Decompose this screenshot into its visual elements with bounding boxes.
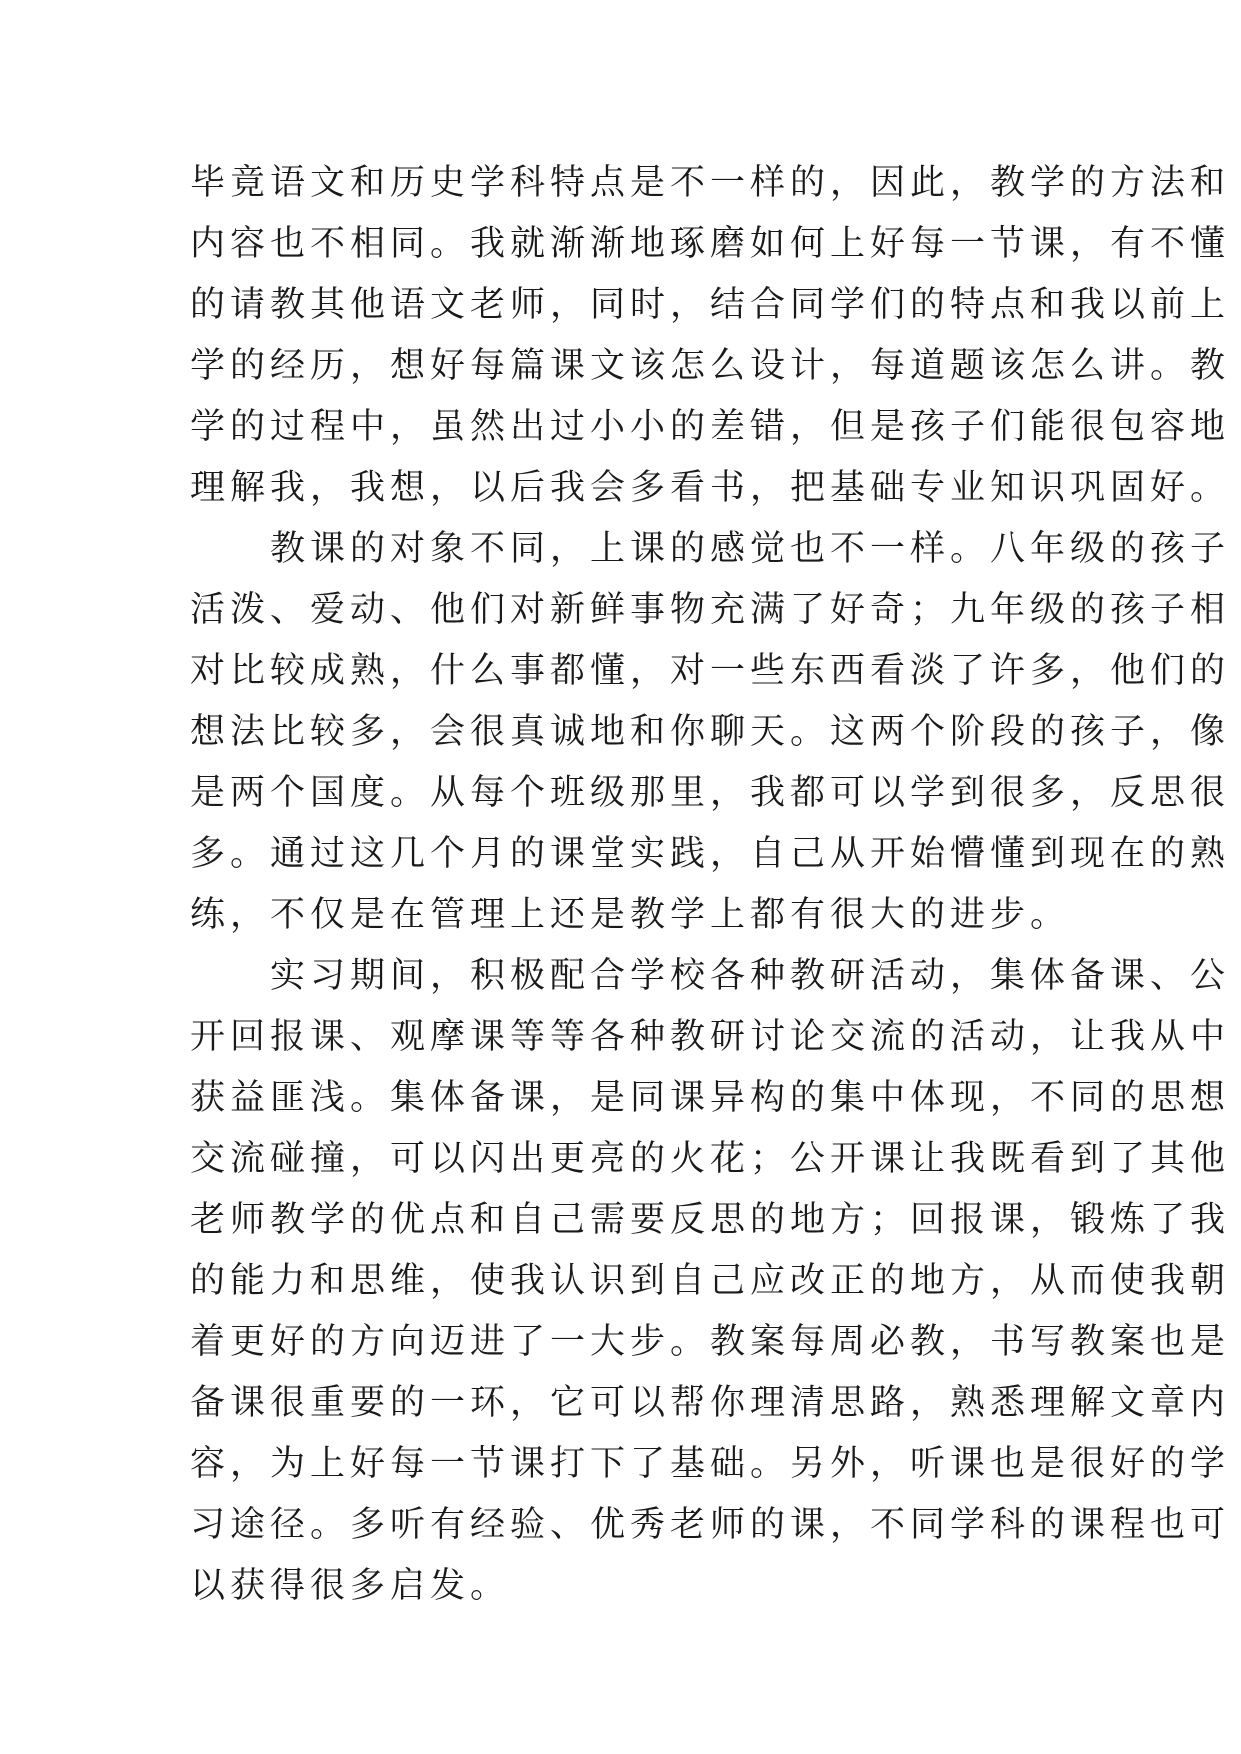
text-line: 习途径。多听有经验、优秀老师的课，不同学科的课程也可	[190, 1505, 1231, 1545]
body-text	[190, 153, 1231, 1617]
text-line: 对比较成熟，什么事都懂，对一些东西看淡了许多，他们的	[190, 651, 1231, 691]
text-line: 是两个国度。从每个班级那里，我都可以学到很多，反思很	[190, 773, 1231, 813]
text-line: 以获得很多启发。	[190, 1566, 511, 1606]
text-line: 毕竟语文和历史学科特点是不一样的，因此，教学的方法和	[190, 163, 1231, 203]
text-line: 练，不仅是在管理上还是教学上都有很大的进步。	[190, 895, 1071, 935]
text-line: 着更好的方向迈进了一大步。教案每周必教，书写教案也是	[190, 1322, 1231, 1362]
text-line: 备课很重要的一环，它可以帮你理清思路，熟悉理解文章内	[190, 1383, 1231, 1423]
text-line: 内容也不相同。我就渐渐地琢磨如何上好每一节课，有不懂	[190, 224, 1231, 264]
text-line: 的请教其他语文老师，同时，结合同学们的特点和我以前上	[190, 285, 1231, 325]
text-line: 想法比较多，会很真诚地和你聊天。这两个阶段的孩子，像	[190, 712, 1231, 752]
text-line: 开回报课、观摩课等等各种教研讨论交流的活动，让我从中	[190, 1017, 1231, 1057]
text-line: 活泼、爱动、他们对新鲜事物充满了好奇；九年级的孩子相	[190, 590, 1231, 630]
text-line: 多。通过这几个月的课堂实践，自己从开始懵懂到现在的熟	[190, 834, 1231, 874]
text-line: 的能力和思维，使我认识到自己应改正的地方，从而使我朝	[190, 1261, 1231, 1301]
text-line: 实习期间，积极配合学校各种教研活动，集体备课、公	[190, 956, 1231, 996]
text-line: 交流碰撞，可以闪出更亮的火花；公开课让我既看到了其他	[190, 1139, 1231, 1179]
text-line: 学的过程中，虽然出过小小的差错，但是孩子们能很包容地	[190, 407, 1231, 447]
text-line: 老师教学的优点和自己需要反思的地方；回报课，锻炼了我	[190, 1200, 1231, 1240]
text-line: 教课的对象不同，上课的感觉也不一样。八年级的孩子	[190, 529, 1231, 569]
text-line: 理解我，我想，以后我会多看书，把基础专业知识巩固好。	[190, 468, 1231, 508]
text-line: 学的经历，想好每篇课文该怎么设计，每道题该怎么讲。教	[190, 346, 1231, 386]
text-line: 容，为上好每一节课打下了基础。另外，听课也是很好的学	[190, 1444, 1231, 1484]
text-line: 获益匪浅。集体备课，是同课异构的集中体现，不同的思想	[190, 1078, 1231, 1118]
